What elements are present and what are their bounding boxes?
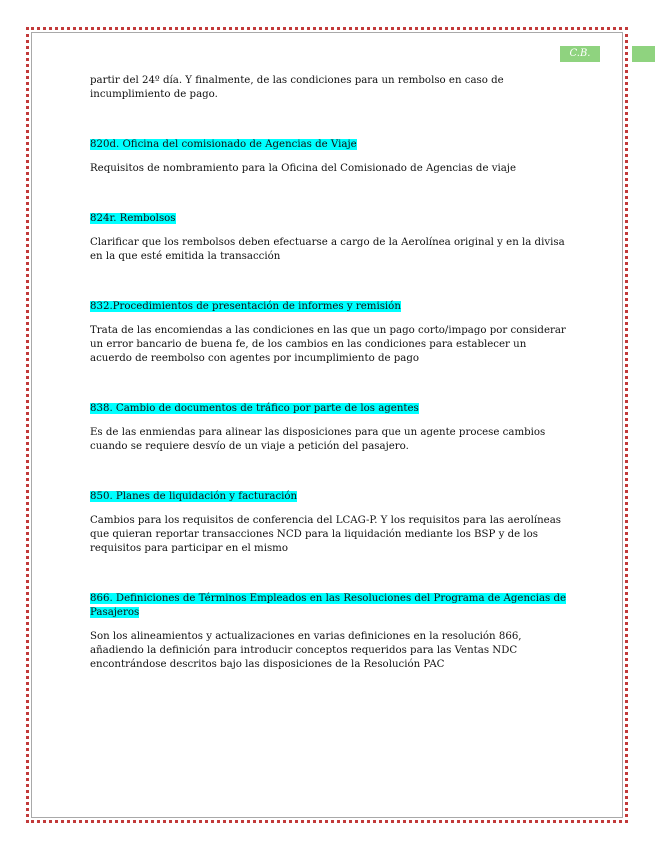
header-color-tab [632, 46, 655, 62]
section-824r [90, 212, 570, 264]
section-838 [90, 402, 570, 454]
section-866 [90, 592, 570, 672]
section-body: Clarificar que los rembolsos deben efectuarse a cargo de la Aerolínea original y en la divisa en la que esté emitida la transacción [90, 237, 565, 262]
section-body: Trata de las encomiendas a las condiciones en las que un pago corto/impago por considerar un error bancario de buena fe, de los cambios en las condiciones para establecer un acuerdo de reembolso con agentes por incumplimiento de pago [90, 325, 566, 364]
section-heading: 850. Planes de liquidación y facturación [90, 491, 298, 502]
section-heading: 838. Cambio de documentos de tráfico por parte de los agentes [90, 403, 419, 414]
section-820d [90, 138, 570, 176]
header-initials: C.B. [569, 48, 591, 59]
intro-paragraph: partir del 24º día. Y finalmente, de las condiciones para un rembolso en caso de incumplimiento de pago. [90, 75, 504, 100]
section-832 [90, 300, 570, 366]
section-body: Es de las enmiendas para alinear las disposiciones para que un agente procese cambios cuando se requiere desvío de un viaje a petición del pasajero. [90, 427, 546, 452]
header-initials-tab [560, 46, 600, 62]
section-body: Cambios para los requisitos de conferencia del LCAG-P. Y los requisitos para las aerolíneas que quieran reportar transacciones NCD para la liquidación mediante los BSP y de los requisitos para participar en el mismo [90, 515, 562, 554]
section-heading: 820d. Oficina del comisionado de Agencias de Viaje [90, 139, 357, 150]
section-heading: 824r. Rembolsos [90, 213, 176, 224]
section-body: Requisitos de nombramiento para la Oficina del Comisionado de Agencias de viaje [90, 163, 516, 174]
section-850 [90, 490, 570, 556]
section-body: Son los alineamientos y actualizaciones en varias definiciones en la resolución 866, añadiendo la definición para introducir conceptos requeridos para las Ventas NDC encontrándose descritos bajo las disposiciones de la Resolución PAC [90, 631, 522, 670]
document-body [90, 74, 570, 708]
section-heading: 832.Procedimientos de presentación de informes y remisión [90, 301, 401, 312]
section-heading: 866. Definiciones de Términos Empleados en las Resoluciones del Programa de Agencias de Pasajeros [90, 593, 567, 618]
